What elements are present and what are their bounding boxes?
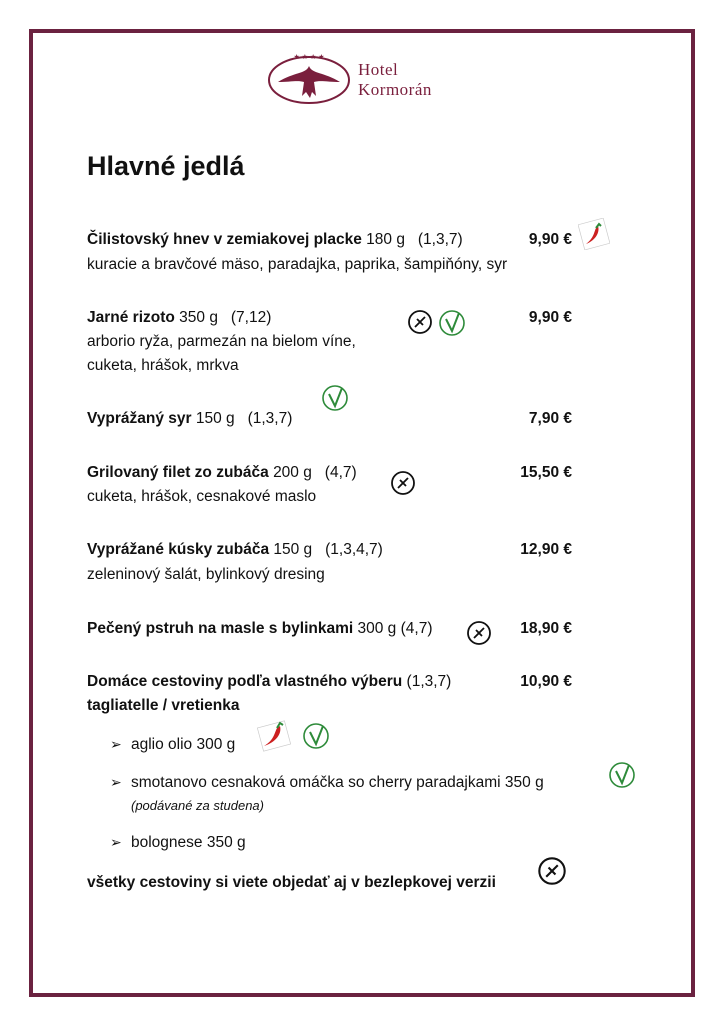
dish-price: 18,90 € [520, 620, 572, 637]
page-title: Hlavné jedlá [87, 151, 245, 181]
dish-price: 7,90 € [528, 410, 572, 427]
vegetarian-icon [607, 759, 637, 789]
pasta-note: (podávané za studena) [131, 798, 264, 813]
dish-weight: 300 g [357, 620, 397, 637]
arrow-bullet-icon: ➢ [110, 834, 122, 850]
dish-name: Domáce cestoviny podľa vlastného výberu [87, 673, 403, 690]
gluten-free-icon [390, 470, 416, 496]
dish-allergens: (1,3,7) [406, 673, 452, 690]
pasta-option: bolognese 350 g [131, 834, 246, 851]
gluten-free-icon [407, 309, 433, 335]
dish-allergens: (1,3,7) [417, 231, 463, 248]
dish-price: 9,90 € [528, 309, 572, 326]
logo-text [358, 60, 432, 100]
dish-name: Pečený pstruh na masle s bylinkami [87, 620, 354, 637]
list-item [87, 409, 292, 429]
dish-description: zeleninový šalát, bylinkový dresing [87, 566, 325, 583]
vegetarian-icon [320, 382, 350, 412]
dish-weight: 350 g [179, 309, 218, 326]
dish-price: 15,50 € [520, 464, 572, 481]
dish-price: 12,90 € [520, 541, 572, 558]
dish-description: arborio ryža, parmezán na bielom víne, [87, 333, 356, 350]
dish-description: kuracie a bravčové mäso, paradajka, paprika, šampiňóny, syr [87, 256, 508, 273]
gluten-free-icon [466, 620, 492, 646]
vegetarian-icon [301, 720, 331, 750]
dish-weight: 150 g [273, 541, 313, 558]
dish-allergens: (7,12) [230, 309, 272, 326]
gluten-free-icon [537, 856, 567, 886]
dish-name: Čilistovský hnev v zemiakovej placke [87, 231, 362, 248]
list-item [87, 230, 463, 250]
footer-note: všetky cestoviny si viete objedať aj v bezlepkovej verzii [87, 874, 496, 891]
dish-name: Vyprážané kúsky zubáča [87, 541, 270, 558]
dish-name: Grilovaný filet zo zubáča [87, 464, 269, 481]
dish-allergens: (4,7) [400, 620, 433, 637]
dish-weight: 150 g [195, 410, 235, 427]
pasta-option: aglio olio 300 g [131, 736, 236, 753]
list-item [87, 463, 357, 483]
logo-line1: Hotel [358, 60, 399, 79]
dish-name: Vyprážaný syr [87, 410, 192, 427]
dish-subtitle: tagliatelle / vretienka [87, 697, 240, 714]
dish-allergens: (1,3,4,7) [325, 541, 383, 558]
dish-allergens: (1,3,7) [247, 410, 293, 427]
list-item [87, 540, 383, 560]
logo-stars: ★ ★ ★ ★ [293, 54, 325, 61]
logo-line2: Kormorán [358, 80, 432, 99]
dish-name: Jarné rizoto [87, 309, 175, 326]
arrow-bullet-icon: ➢ [110, 774, 122, 790]
dish-price: 10,90 € [520, 673, 572, 690]
dish-weight: 200 g [273, 464, 312, 481]
list-item [87, 619, 433, 639]
list-item [87, 308, 271, 328]
list-item [87, 672, 451, 692]
dish-description: cuketa, hrášok, mrkva [87, 357, 239, 374]
arrow-bullet-icon: ➢ [110, 736, 122, 752]
pasta-option: smotanovo cesnaková omáčka so cherry paradajkami 350 g [131, 774, 544, 791]
chili-icon [256, 718, 292, 754]
dish-description: cuketa, hrášok, cesnakové maslo [87, 488, 317, 505]
dish-weight: 180 g [366, 231, 405, 248]
chili-icon [578, 218, 610, 250]
dish-allergens: (4,7) [324, 464, 357, 481]
vegetarian-icon [437, 307, 467, 337]
dish-price: 9,90 € [528, 231, 572, 248]
